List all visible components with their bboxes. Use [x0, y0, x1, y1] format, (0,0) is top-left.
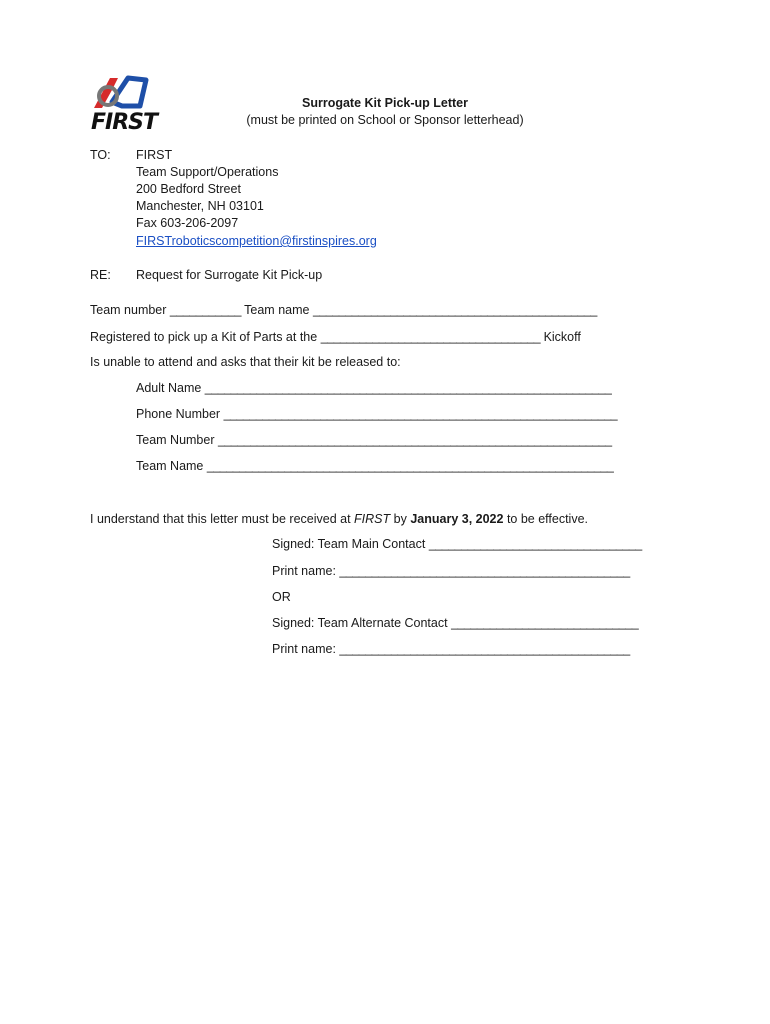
to-line-4: Manchester, NH 03101: [136, 199, 264, 213]
main-signature-blank: _________________________________: [428, 537, 642, 551]
unable-text: Is unable to attend and asks that their kit be released to:: [90, 355, 401, 369]
to-line-3: 200 Bedford Street: [136, 182, 241, 196]
team-line: [90, 302, 597, 318]
release-team-name-label: Team Name: [136, 459, 204, 473]
to-label: TO:: [90, 148, 111, 162]
print-name-blank-1: _____________________________________________: [339, 564, 630, 578]
statement-org: FIRST: [354, 512, 391, 526]
first-logo-word: FIRST: [91, 110, 158, 135]
to-line-1: FIRST: [136, 148, 173, 162]
email-link[interactable]: FIRSTroboticscompetition@firstinspires.org: [136, 234, 377, 248]
print-name-line-2: [272, 641, 630, 657]
alt-signature-line: [272, 615, 638, 631]
main-signature-label: Signed: Team Main Contact: [272, 537, 426, 551]
letter-subtitle: (must be printed on School or Sponsor letterhead): [246, 113, 524, 127]
kickoff-blank: __________________________________: [320, 330, 541, 344]
statement-line: [90, 511, 588, 527]
to-line-2: Team Support/Operations: [136, 165, 279, 179]
release-team-number-blank: _____________________________________________________________: [217, 433, 612, 447]
statement-prefix: I understand that this letter must be received at: [90, 512, 351, 526]
registered-line: [90, 329, 581, 345]
release-team-name-field: [136, 458, 613, 474]
team-number-blank: ___________: [169, 303, 241, 317]
print-name-line-1: [272, 563, 630, 579]
letter-title: Surrogate Kit Pick-up Letter: [302, 96, 468, 110]
main-signature-line: [272, 536, 642, 552]
adult-name-blank: _______________________________________________________________: [204, 381, 612, 395]
registered-prefix: Registered to pick up a Kit of Parts at the: [90, 330, 318, 344]
phone-number-label: Phone Number: [136, 407, 221, 421]
registered-suffix: Kickoff: [543, 330, 581, 344]
release-team-number-field: [136, 432, 612, 448]
re-text: Request for Surrogate Kit Pick-up: [136, 268, 323, 282]
print-name-label-1: Print name:: [272, 564, 336, 578]
adult-name-label: Adult Name: [136, 381, 202, 395]
statement-by: by: [393, 512, 407, 526]
adult-name-field: [136, 380, 611, 396]
release-team-number-label: Team Number: [136, 433, 215, 447]
phone-number-blank: _____________________________________________________________: [223, 407, 618, 421]
alt-signature-blank: _____________________________: [451, 616, 639, 630]
print-name-label-2: Print name:: [272, 642, 336, 656]
release-team-name-blank: _______________________________________________________________: [206, 459, 614, 473]
to-line-5: Fax 603-206-2097: [136, 216, 239, 230]
phone-number-field: [136, 406, 617, 422]
alt-signature-label: Signed: Team Alternate Contact: [272, 616, 448, 630]
team-name-label: Team name: [244, 303, 310, 317]
print-name-blank-2: _____________________________________________: [339, 642, 630, 656]
statement-date: January 3, 2022: [410, 512, 504, 526]
statement-suffix: to be effective.: [506, 512, 589, 526]
team-number-label: Team number: [90, 303, 167, 317]
team-name-blank: ____________________________________________: [312, 303, 597, 317]
re-label: RE:: [90, 268, 111, 282]
or-text: OR: [272, 590, 291, 604]
